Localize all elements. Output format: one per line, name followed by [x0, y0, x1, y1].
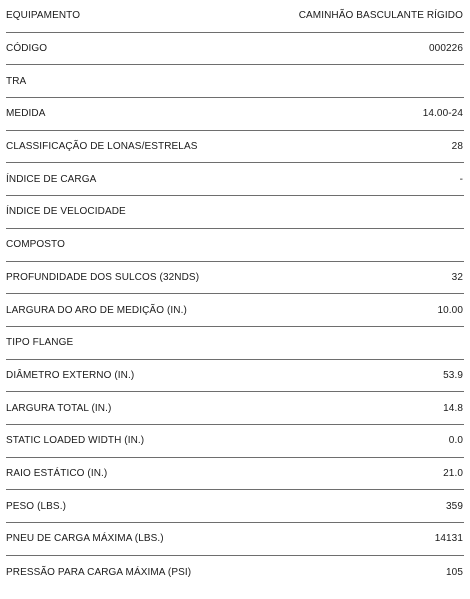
spec-row-medida [6, 98, 464, 131]
spec-label: LARGURA DO ARO DE MEDIÇÃO (IN.) [6, 304, 187, 316]
spec-value: 14.8 [443, 402, 463, 414]
spec-row-classificacao-lonas [6, 131, 464, 164]
spec-row-peso [6, 490, 464, 523]
spec-row-static-loaded-width [6, 425, 464, 458]
spec-value: 10.00 [437, 304, 463, 316]
spec-row-codigo [6, 33, 464, 66]
spec-row-largura-total [6, 392, 464, 425]
spec-label: CÓDIGO [6, 43, 48, 55]
spec-label: PRESSÃO PARA CARGA MÁXIMA (PSI) [6, 566, 192, 578]
spec-label: STATIC LOADED WIDTH (IN.) [6, 435, 145, 447]
spec-value: 53.9 [443, 369, 463, 381]
spec-row-diametro-externo [6, 360, 464, 393]
spec-row-indice-carga [6, 163, 464, 196]
spec-row-profundidade-sulcos [6, 262, 464, 295]
spec-value: 105 [446, 566, 463, 578]
spec-label: TRA [6, 75, 27, 87]
spec-value: 32 [451, 271, 463, 283]
spec-label: PESO (LBS.) [6, 500, 67, 512]
spec-label: RAIO ESTÁTICO (IN.) [6, 467, 108, 479]
spec-label: CLASSIFICAÇÃO DE LONAS/ESTRELAS [6, 141, 198, 153]
spec-row-tra [6, 65, 464, 98]
spec-row-largura-aro [6, 294, 464, 327]
spec-row-indice-velocidade [6, 196, 464, 229]
spec-row-pressao-carga-maxima [6, 556, 464, 589]
spec-label: ÍNDICE DE VELOCIDADE [6, 206, 126, 218]
spec-value: 21.0 [443, 467, 463, 479]
spec-label: PNEU DE CARGA MÁXIMA (LBS.) [6, 533, 164, 545]
spec-row-tipo-flange [6, 327, 464, 360]
spec-value: 0.0 [448, 435, 463, 447]
spec-value: 14131 [434, 533, 463, 545]
spec-value: 28 [451, 141, 463, 153]
spec-row-equipamento [6, 0, 464, 33]
spec-label: ÍNDICE DE CARGA [6, 173, 97, 185]
spec-value: CAMINHÃO BASCULANTE RÍGIDO [298, 10, 463, 22]
spec-label: COMPOSTO [6, 239, 65, 251]
spec-value: 359 [446, 500, 463, 512]
spec-label: PROFUNDIDADE DOS SULCOS (32NDS) [6, 271, 200, 283]
spec-label: MEDIDA [6, 108, 46, 120]
spec-label: LARGURA TOTAL (IN.) [6, 402, 112, 414]
spec-value: 14.00-24 [422, 108, 463, 120]
spec-label: DIÂMETRO EXTERNO (IN.) [6, 369, 135, 381]
spec-row-pneu-carga-maxima [6, 523, 464, 556]
spec-value: - [459, 173, 463, 185]
spec-value: 000226 [429, 43, 463, 55]
spec-row-composto [6, 229, 464, 262]
spec-label: TIPO FLANGE [6, 337, 74, 349]
spec-label: EQUIPAMENTO [6, 10, 81, 22]
spec-row-raio-estatico [6, 458, 464, 491]
